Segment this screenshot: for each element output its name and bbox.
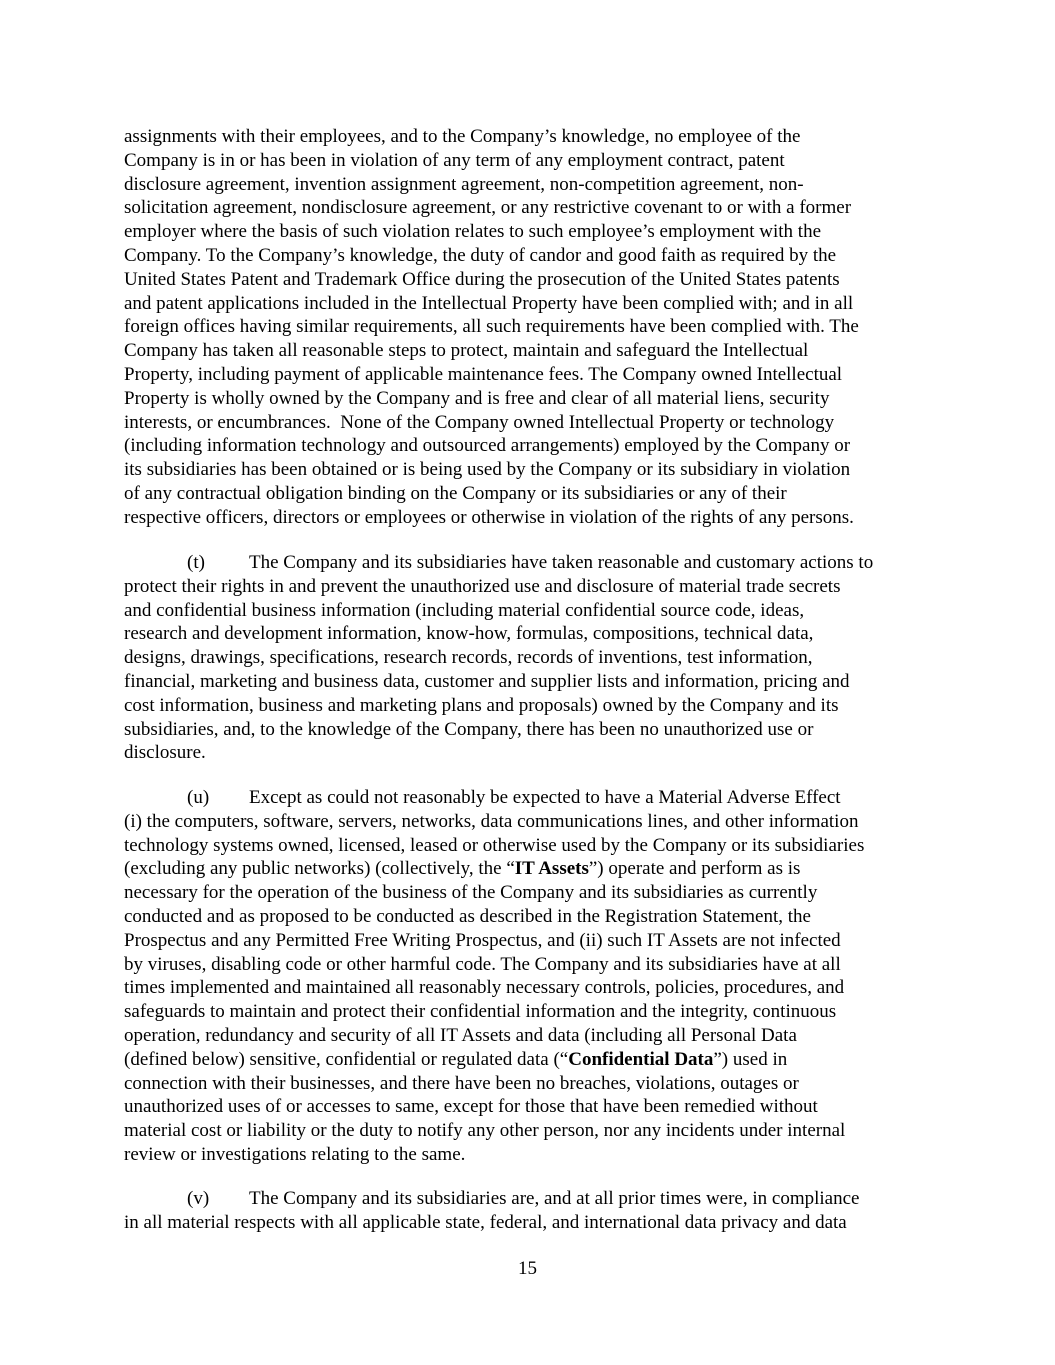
text-line: material cost or liability or the duty to notify any other person, nor any incidents under internal <box>124 1120 846 1142</box>
text-line: (i) the computers, software, servers, networks, data communications lines, and other information <box>124 810 859 832</box>
text-line: Company is in or has been in violation of any term of any employment contract, patent <box>124 149 785 171</box>
paragraph-number: (t) <box>187 552 205 573</box>
text-line: designs, drawings, specifications, research records, records of inventions, test information, <box>124 647 813 669</box>
text-line: protect their rights in and prevent the unauthorized use and disclosure of material trade secrets <box>124 575 841 597</box>
text-line: financial, marketing and business data, customer and supplier lists and information, pricing and <box>124 670 850 692</box>
page-number: 15 <box>518 1258 537 1279</box>
text-line: research and development information, know-how, formulas, compositions, technical data, <box>124 623 814 645</box>
text-fragment: ”) used in <box>713 1048 788 1070</box>
text-line: of any contractual obligation binding on the Company or its subsidiaries or any of their <box>124 482 787 504</box>
paragraph-first-line <box>124 551 936 575</box>
paragraph-v <box>124 1187 936 1235</box>
paragraph-u <box>124 786 936 1167</box>
text-line: unauthorized uses of or accesses to same, except for those that have been remedied without <box>124 1096 818 1118</box>
text-fragment: (excluding any public networks) (collectively, the “ <box>124 858 515 880</box>
defined-term-confidential-data: Confidential Data <box>568 1048 714 1070</box>
text-line: (including information technology and outsourced arrangements) employed by the Company or <box>124 435 851 457</box>
paragraph-s-continuation <box>124 125 936 530</box>
defined-term-it-assets: IT Assets <box>514 858 589 880</box>
text-line: review or investigations relating to the same. <box>124 1143 466 1165</box>
text-line: Except as could not reasonably be expected to have a Material Adverse Effect <box>249 787 841 808</box>
paragraph-number: (u) <box>187 787 210 808</box>
text-line <box>124 857 936 881</box>
text-line: its subsidiaries has been obtained or is being used by the Company or its subsidiary in violation <box>124 459 851 481</box>
text-line: The Company and its subsidiaries are, and at all prior times were, in compliance <box>249 1188 860 1209</box>
text-line: disclosure. <box>124 742 206 764</box>
paragraph-t <box>124 551 936 765</box>
text-line: interests, or encumbrances. None of the Company owned Intellectual Property or technology <box>124 411 835 433</box>
paragraph-first-line <box>124 1187 936 1211</box>
text-line: technology systems owned, licensed, leased or otherwise used by the Company or its subsidiaries <box>124 834 865 856</box>
paragraph-first-line <box>124 786 936 810</box>
text-line: solicitation agreement, nondisclosure agreement, or any restrictive covenant to or with a former <box>124 197 852 219</box>
text-line: by viruses, disabling code or other harmful code. The Company and its subsidiaries have at all <box>124 953 841 975</box>
text-line: necessary for the operation of the business of the Company and its subsidiaries as currently <box>124 882 818 904</box>
text-line: Company. To the Company’s knowledge, the duty of candor and good faith as required by the <box>124 244 837 266</box>
text-line: Prospectus and any Permitted Free Writing Prospectus, and (ii) such IT Assets are not infected <box>124 929 841 951</box>
text-line: employer where the basis of such violation relates to such employee’s employment with the <box>124 221 822 243</box>
text-line: respective officers, directors or employees or otherwise in violation of the rights of any persons. <box>124 506 854 528</box>
text-line: Property, including payment of applicable maintenance fees. The Company owned Intellectual <box>124 363 843 385</box>
text-fragment: ”) operate and perform as is <box>588 858 801 880</box>
text-line: cost information, business and marketing plans and proposals) owned by the Company and its <box>124 694 839 716</box>
text-line: assignments with their employees, and to the Company’s knowledge, no employee of the <box>124 126 801 147</box>
text-line: in all material respects with all applicable state, federal, and international data privacy and data <box>124 1211 847 1233</box>
text-line: foreign offices having similar requirements, all such requirements have been complied with. The <box>124 316 859 338</box>
text-line: Company has taken all reasonable steps to protect, maintain and safeguard the Intellectual <box>124 340 809 362</box>
text-line: Property is wholly owned by the Company and is free and clear of all material liens, security <box>124 387 830 409</box>
text-line: The Company and its subsidiaries have taken reasonable and customary actions to <box>249 552 874 573</box>
text-line: times implemented and maintained all reasonably necessary controls, policies, procedures, and <box>124 977 845 999</box>
text-line: subsidiaries, and, to the knowledge of the Company, there has been no unauthorized use or <box>124 718 814 740</box>
text-line: operation, redundancy and security of all IT Assets and data (including all Personal Data <box>124 1024 797 1046</box>
text-line: and confidential business information (including material confidential source code, ideas, <box>124 599 805 621</box>
text-line: conducted and as proposed to be conducted as described in the Registration Statement, the <box>124 905 811 927</box>
text-line: connection with their businesses, and there have been no breaches, violations, outages or <box>124 1072 799 1094</box>
paragraph-number: (v) <box>187 1188 210 1209</box>
text-line: and patent applications included in the Intellectual Property have been complied with; and in all <box>124 292 854 314</box>
text-line <box>124 1048 936 1072</box>
text-line: United States Patent and Trademark Office during the prosecution of the United States patents <box>124 268 840 290</box>
text-fragment: (defined below) sensitive, confidential or regulated data (“ <box>124 1048 569 1070</box>
text-line: disclosure agreement, invention assignment agreement, non-competition agreement, non- <box>124 173 804 195</box>
text-line: safeguards to maintain and protect their confidential information and the integrity, continuous <box>124 1001 837 1023</box>
